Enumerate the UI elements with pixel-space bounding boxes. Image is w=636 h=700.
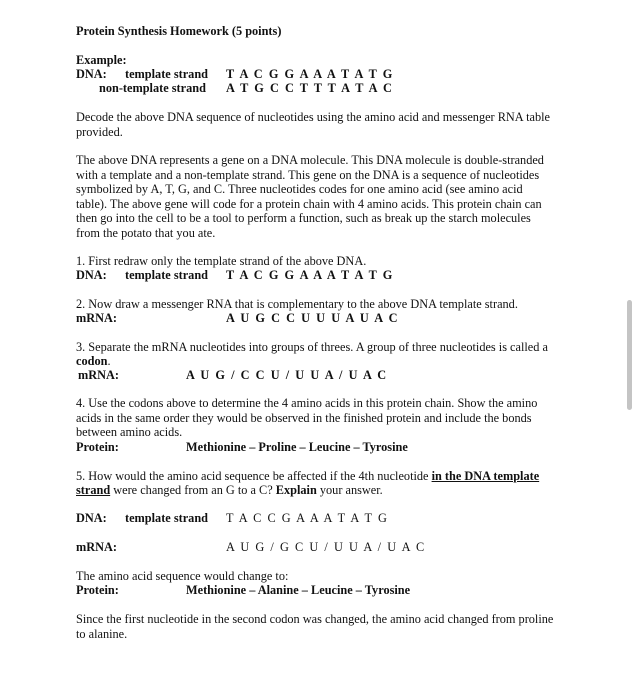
mrna-label: mRNA:: [78, 368, 119, 382]
q5-answer-row: [76, 583, 411, 598]
template-strand-label: template strand: [125, 67, 208, 81]
q1-answer-row: [76, 268, 393, 283]
q4-answer-row: [76, 440, 408, 455]
protein-label: Protein:: [76, 440, 119, 454]
dna-label: DNA:: [76, 511, 107, 525]
q2-answer-row: [76, 311, 398, 326]
q4-protein-answer: Methionine – Proline – Leucine – Tyrosine: [186, 440, 408, 454]
dna-label: DNA:: [76, 268, 107, 282]
question-1: 1. First redraw only the template strand of the above DNA.: [76, 254, 367, 268]
vertical-scrollbar[interactable]: [627, 300, 632, 410]
q5-dna-row: [76, 511, 387, 526]
nontemplate-strand-label: non-template strand: [99, 81, 206, 95]
template-sequence: T A C G G A A A T A T G: [226, 67, 393, 81]
q3-sequence: A U G / C C U / U U A / U A C: [186, 368, 387, 382]
intro-paragraph: The above DNA represents a gene on a DNA molecule. This DNA molecule is double-stranded with a template and a non-template strand. This gene on the DNA is a sequence of nucleotides symbolized by A, T, G, and C. Three nucleotides codes for one amino acid (see amino acid table). The above gene will code for a protein chain with 4 amino acids. This protein chain can then go into the cell to be a tool to perform a function, such as break up the starch molecules from the potato that you ate.: [76, 153, 544, 240]
template-strand-label: template strand: [125, 511, 208, 525]
example-template-row: [76, 67, 393, 82]
mrna-label: mRNA:: [76, 540, 117, 554]
nontemplate-sequence: A T G C C T T T A T A C: [226, 81, 392, 95]
question-3-cont: codon.: [76, 354, 111, 368]
protein-label: Protein:: [76, 583, 119, 597]
template-strand-label: template strand: [125, 268, 208, 282]
dna-label: DNA:: [76, 67, 107, 81]
q5-mrna-row: [76, 540, 425, 555]
q5-explanation: Since the first nucleotide in the second codon was changed, the amino acid changed from proline to alanine.: [76, 612, 554, 641]
q5-dna-sequence: T A C C G A A A T A T G: [226, 511, 387, 525]
q2-sequence: A U G C C U U U A U A C: [226, 311, 398, 325]
question-5-cont: strand were changed from an G to a C? Explain your answer.: [76, 483, 383, 497]
question-4: 4. Use the codons above to determine the 4 amino acids in this protein chain. Show the amino acids in the same order they would be observed in the finished protein and include the bonds between amino acids.: [76, 396, 538, 440]
example-label: Example:: [76, 53, 127, 67]
q5-change-text: The amino acid sequence would change to:: [76, 569, 289, 583]
q5-mrna-sequence: A U G / G C U / U U A / U A C: [226, 540, 425, 554]
question-3: 3. Separate the mRNA nucleotides into groups of threes. A group of three nucleotides is called a: [76, 340, 548, 354]
mrna-label: mRNA:: [76, 311, 117, 325]
q5-protein-answer: Methionine – Alanine – Leucine – Tyrosine: [186, 583, 411, 597]
question-5: 5. How would the amino acid sequence be affected if the 4th nucleotide in the DNA template: [76, 469, 540, 483]
decode-paragraph: Decode the above DNA sequence of nucleotides using the amino acid and messenger RNA table provided.: [76, 110, 550, 139]
codon-term: codon: [76, 354, 108, 368]
q1-sequence: T A C G G A A A T A T G: [226, 268, 393, 282]
question-2: 2. Now draw a messenger RNA that is complementary to the above DNA template strand.: [76, 297, 518, 311]
page-title: Protein Synthesis Homework (5 points): [76, 24, 282, 38]
